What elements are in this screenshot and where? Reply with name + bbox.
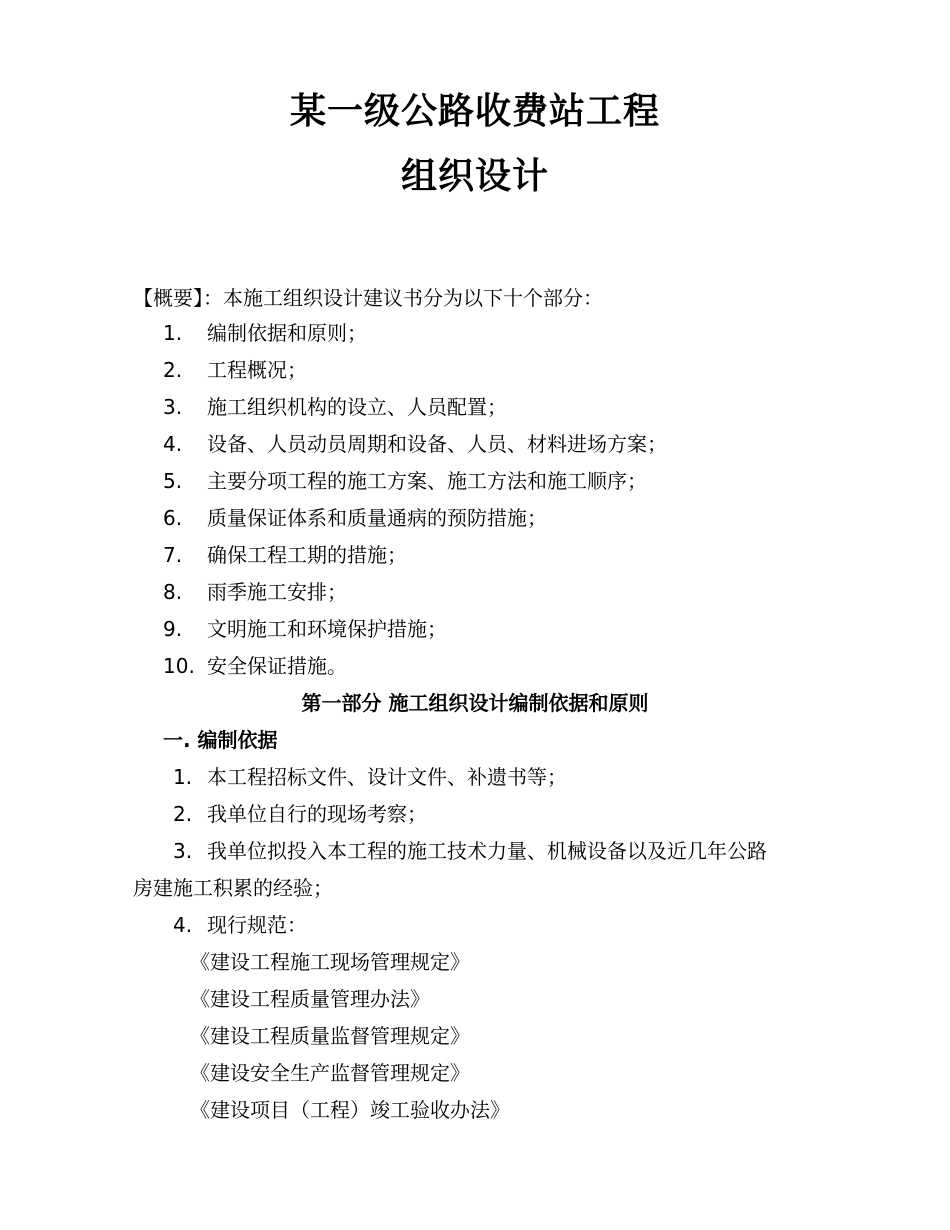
regulation-item: 《建设工程施工现场管理规定》 [190,950,470,974]
toc-item-text: 文明施工和环境保护措施； [207,617,447,641]
basis-item-text: 我单位拟投入本工程的施工技术力量、机械设备以及近几年公路 [207,839,767,863]
basis-item-text: 本工程招标文件、设计文件、补遗书等； [207,765,567,789]
basis-item-number: 3. [173,839,193,863]
toc-item [163,542,407,568]
toc-item-text: 安全保证措施。 [207,654,347,678]
part1-heading: 第一部分 施工组织设计编制依据和原则 [301,691,649,715]
toc-item-number: 8. [163,580,183,604]
toc-item [163,579,347,605]
regulation-item: 《建设安全生产监督管理规定》 [190,1061,470,1085]
regulation-item: 《建设工程质量监督管理规定》 [190,1024,470,1048]
summary-line [133,285,603,311]
basis-item [173,912,307,938]
toc-item-number: 1. [163,321,183,345]
basis-item [173,764,567,790]
toc-item-number: 9. [163,617,183,641]
toc-item-number: 2. [163,358,183,382]
toc-item-text: 施工组织机构的设立、人员配置； [207,395,507,419]
basis-item-continuation: 房建施工积累的经验； [133,876,333,900]
toc-item [163,505,547,531]
toc-item-text: 编制依据和原则； [207,321,367,345]
basis-item-number: 2. [173,802,193,826]
toc-item-text: 工程概况； [207,358,307,382]
toc-item [163,431,667,457]
toc-item-text: 质量保证体系和质量通病的预防措施； [207,506,547,530]
toc-item [163,357,307,383]
toc-item-number: 3. [163,395,183,419]
basis-item [173,801,427,827]
document-subtitle: 组织设计 [400,156,549,197]
summary-label: 【概要】 [133,286,203,310]
section-heading: 一. 编制依据 [163,728,278,752]
toc-item-number: 7. [163,543,183,567]
toc-item [163,320,367,346]
toc-item-text: 确保工程工期的措施； [207,543,407,567]
toc-item-text: 设备、人员动员周期和设备、人员、材料进场方案； [207,432,667,456]
summary-text: ：本施工组织设计建议书分为以下十个部分： [203,286,603,310]
toc-item-number: 5. [163,469,183,493]
basis-item-text: 我单位自行的现场考察； [207,802,427,826]
toc-item-number: 6. [163,506,183,530]
toc-item-number: 4. [163,432,183,456]
regulation-item: 《建设项目（工程）竣工验收办法》 [190,1098,510,1122]
document-title: 某一级公路收费站工程 [289,91,660,132]
basis-item-text: 现行规范： [207,913,307,937]
regulation-item: 《建设工程质量管理办法》 [190,987,430,1011]
toc-item-number: 10. [163,654,195,678]
toc-item [163,394,507,420]
toc-item-text: 主要分项工程的施工方案、施工方法和施工顺序； [207,469,647,493]
toc-item [163,616,447,642]
basis-item [173,838,767,864]
basis-item-number: 1. [173,765,193,789]
basis-item-number: 4. [173,913,193,937]
toc-item [163,468,647,494]
toc-item [163,653,347,679]
toc-item-text: 雨季施工安排； [207,580,347,604]
